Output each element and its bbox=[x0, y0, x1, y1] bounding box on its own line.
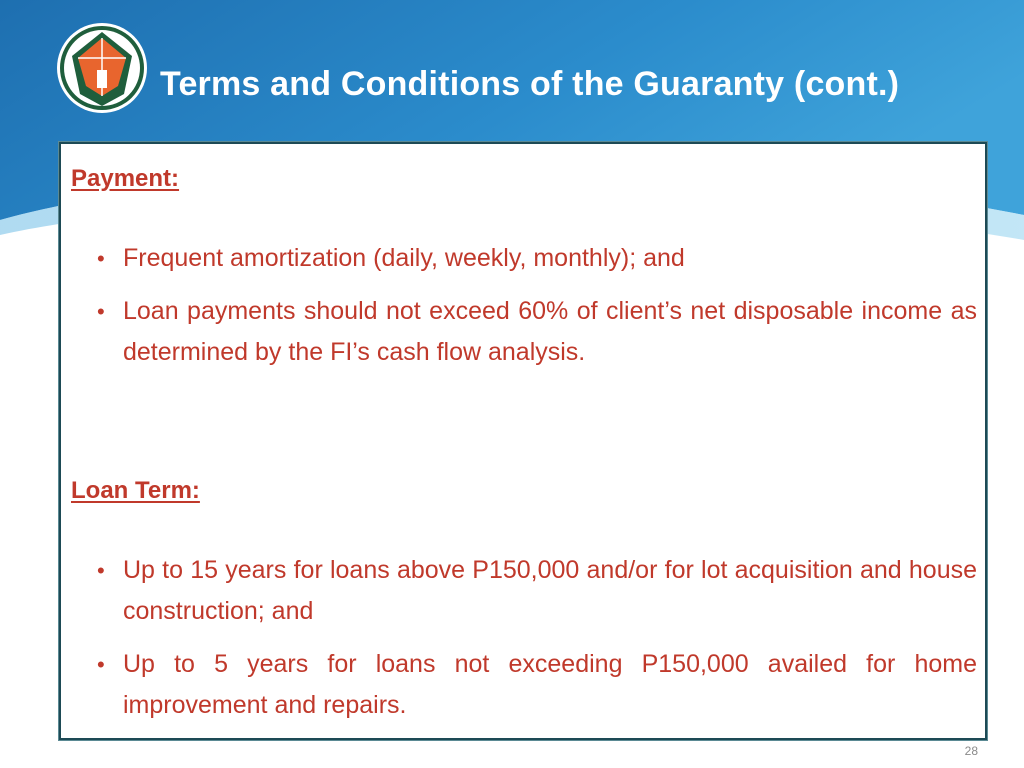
content-box bbox=[59, 142, 987, 740]
loan-term-bullet-list bbox=[97, 550, 977, 738]
bullet-text: Up to 5 years for loans not exceeding P150,000 availed for home improvement and repairs. bbox=[123, 650, 977, 719]
bullet-text: Frequent amortization (daily, weekly, monthly); and bbox=[123, 244, 685, 272]
bullet-text: Loan payments should not exceed 60% of client’s net disposable income as determined by the FI’s cash flow analysis. bbox=[123, 297, 977, 366]
list-item bbox=[97, 644, 977, 726]
page-number: 28 bbox=[964, 744, 978, 758]
list-item bbox=[97, 238, 977, 279]
bullet-icon: • bbox=[97, 246, 105, 271]
bullet-icon: • bbox=[97, 558, 105, 583]
list-item bbox=[97, 550, 977, 632]
payment-heading: Payment: bbox=[71, 165, 180, 192]
slide-title: Terms and Conditions of the Guaranty (cont.) bbox=[160, 65, 900, 103]
bullet-icon: • bbox=[97, 299, 105, 324]
bullet-text: Up to 15 years for loans above P150,000 and/or for lot acquisition and house construction; and bbox=[123, 556, 977, 625]
payment-bullet-list bbox=[97, 238, 977, 385]
loan-term-heading: Loan Term: bbox=[71, 477, 200, 504]
bullet-icon: • bbox=[97, 652, 105, 677]
house-shield-logo-icon bbox=[54, 20, 150, 116]
list-item bbox=[97, 291, 977, 373]
